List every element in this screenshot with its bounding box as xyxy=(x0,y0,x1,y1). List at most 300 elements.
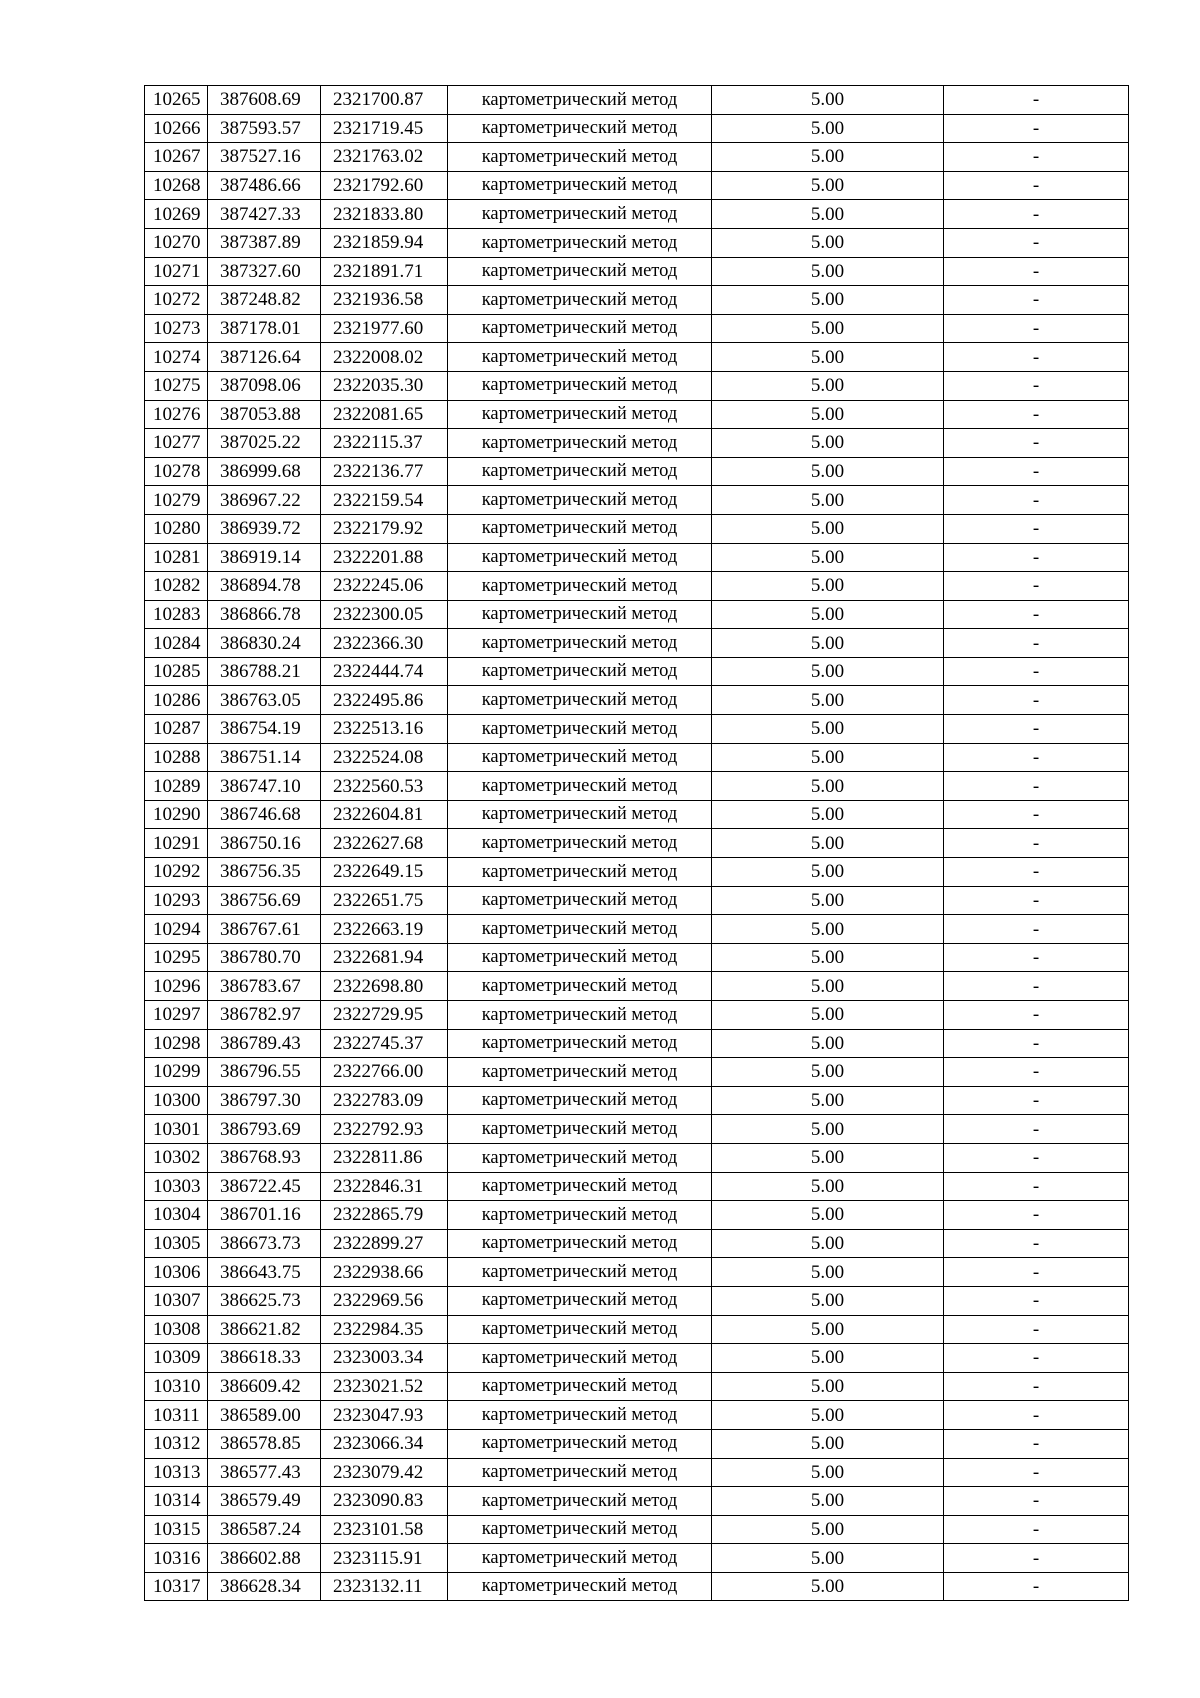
x-coordinate-cell: 386782.97 xyxy=(208,1001,321,1030)
table-row xyxy=(145,86,1129,115)
x-coordinate-cell: 387053.88 xyxy=(208,400,321,429)
method-cell: картометрический метод xyxy=(448,1315,712,1344)
description-cell: - xyxy=(944,114,1129,143)
point-number-cell: 10306 xyxy=(145,1258,208,1287)
table-row xyxy=(145,1487,1129,1516)
y-coordinate-cell: 2322846.31 xyxy=(321,1172,448,1201)
method-cell: картометрический метод xyxy=(448,657,712,686)
point-number-cell: 10272 xyxy=(145,286,208,315)
table-row xyxy=(145,1515,1129,1544)
x-coordinate-cell: 386780.70 xyxy=(208,943,321,972)
accuracy-cell: 5.00 xyxy=(712,429,944,458)
method-cell: картометрический метод xyxy=(448,314,712,343)
table-row xyxy=(145,514,1129,543)
point-number-cell: 10285 xyxy=(145,657,208,686)
method-cell: картометрический метод xyxy=(448,572,712,601)
accuracy-cell: 5.00 xyxy=(712,257,944,286)
description-cell: - xyxy=(944,686,1129,715)
point-number-cell: 10287 xyxy=(145,715,208,744)
point-number-cell: 10275 xyxy=(145,371,208,400)
table-row xyxy=(145,1229,1129,1258)
x-coordinate-cell: 387248.82 xyxy=(208,286,321,315)
y-coordinate-cell: 2322179.92 xyxy=(321,514,448,543)
description-cell: - xyxy=(944,543,1129,572)
point-number-cell: 10296 xyxy=(145,972,208,1001)
method-cell: картометрический метод xyxy=(448,486,712,515)
point-number-cell: 10270 xyxy=(145,228,208,257)
accuracy-cell: 5.00 xyxy=(712,1172,944,1201)
point-number-cell: 10283 xyxy=(145,600,208,629)
table-row xyxy=(145,1115,1129,1144)
description-cell: - xyxy=(944,629,1129,658)
y-coordinate-cell: 2322681.94 xyxy=(321,943,448,972)
point-number-cell: 10295 xyxy=(145,943,208,972)
point-number-cell: 10302 xyxy=(145,1143,208,1172)
method-cell: картометрический метод xyxy=(448,543,712,572)
table-row xyxy=(145,886,1129,915)
method-cell: картометрический метод xyxy=(448,1286,712,1315)
description-cell: - xyxy=(944,858,1129,887)
table-row xyxy=(145,228,1129,257)
method-cell: картометрический метод xyxy=(448,143,712,172)
x-coordinate-cell: 386894.78 xyxy=(208,572,321,601)
y-coordinate-cell: 2322115.37 xyxy=(321,429,448,458)
point-number-cell: 10288 xyxy=(145,743,208,772)
description-cell: - xyxy=(944,886,1129,915)
accuracy-cell: 5.00 xyxy=(712,400,944,429)
method-cell: картометрический метод xyxy=(448,715,712,744)
y-coordinate-cell: 2322729.95 xyxy=(321,1001,448,1030)
x-coordinate-cell: 387025.22 xyxy=(208,429,321,458)
table-row xyxy=(145,629,1129,658)
table-row xyxy=(145,1544,1129,1573)
y-coordinate-cell: 2322627.68 xyxy=(321,829,448,858)
method-cell: картометрический метод xyxy=(448,1372,712,1401)
table-row xyxy=(145,772,1129,801)
description-cell: - xyxy=(944,429,1129,458)
description-cell: - xyxy=(944,1229,1129,1258)
table-row xyxy=(145,1429,1129,1458)
table-row xyxy=(145,1029,1129,1058)
description-cell: - xyxy=(944,171,1129,200)
method-cell: картометрический метод xyxy=(448,1029,712,1058)
accuracy-cell: 5.00 xyxy=(712,371,944,400)
method-cell: картометрический метод xyxy=(448,800,712,829)
description-cell: - xyxy=(944,1258,1129,1287)
accuracy-cell: 5.00 xyxy=(712,1029,944,1058)
description-cell: - xyxy=(944,400,1129,429)
point-number-cell: 10289 xyxy=(145,772,208,801)
table-row xyxy=(145,143,1129,172)
point-number-cell: 10309 xyxy=(145,1344,208,1373)
point-number-cell: 10282 xyxy=(145,572,208,601)
description-cell: - xyxy=(944,657,1129,686)
table-row xyxy=(145,1572,1129,1601)
y-coordinate-cell: 2322745.37 xyxy=(321,1029,448,1058)
y-coordinate-cell: 2322792.93 xyxy=(321,1115,448,1144)
point-number-cell: 10271 xyxy=(145,257,208,286)
accuracy-cell: 5.00 xyxy=(712,772,944,801)
method-cell: картометрический метод xyxy=(448,400,712,429)
table-row xyxy=(145,1315,1129,1344)
description-cell: - xyxy=(944,915,1129,944)
accuracy-cell: 5.00 xyxy=(712,1344,944,1373)
accuracy-cell: 5.00 xyxy=(712,572,944,601)
method-cell: картометрический метод xyxy=(448,1001,712,1030)
x-coordinate-cell: 386618.33 xyxy=(208,1344,321,1373)
y-coordinate-cell: 2323047.93 xyxy=(321,1401,448,1430)
table-row xyxy=(145,943,1129,972)
point-number-cell: 10274 xyxy=(145,343,208,372)
description-cell: - xyxy=(944,486,1129,515)
x-coordinate-cell: 387098.06 xyxy=(208,371,321,400)
point-number-cell: 10269 xyxy=(145,200,208,229)
description-cell: - xyxy=(944,1572,1129,1601)
y-coordinate-cell: 2322136.77 xyxy=(321,457,448,486)
y-coordinate-cell: 2322649.15 xyxy=(321,858,448,887)
y-coordinate-cell: 2322984.35 xyxy=(321,1315,448,1344)
point-number-cell: 10311 xyxy=(145,1401,208,1430)
point-number-cell: 10284 xyxy=(145,629,208,658)
y-coordinate-cell: 2322201.88 xyxy=(321,543,448,572)
accuracy-cell: 5.00 xyxy=(712,1429,944,1458)
method-cell: картометрический метод xyxy=(448,972,712,1001)
accuracy-cell: 5.00 xyxy=(712,1143,944,1172)
method-cell: картометрический метод xyxy=(448,915,712,944)
y-coordinate-cell: 2321936.58 xyxy=(321,286,448,315)
x-coordinate-cell: 386767.61 xyxy=(208,915,321,944)
x-coordinate-cell: 386602.88 xyxy=(208,1544,321,1573)
accuracy-cell: 5.00 xyxy=(712,1572,944,1601)
point-number-cell: 10307 xyxy=(145,1286,208,1315)
table-row xyxy=(145,829,1129,858)
description-cell: - xyxy=(944,972,1129,1001)
x-coordinate-cell: 386578.85 xyxy=(208,1429,321,1458)
description-cell: - xyxy=(944,772,1129,801)
description-cell: - xyxy=(944,1201,1129,1230)
y-coordinate-cell: 2322698.80 xyxy=(321,972,448,1001)
y-coordinate-cell: 2321719.45 xyxy=(321,114,448,143)
method-cell: картометрический метод xyxy=(448,858,712,887)
point-number-cell: 10278 xyxy=(145,457,208,486)
point-number-cell: 10265 xyxy=(145,86,208,115)
accuracy-cell: 5.00 xyxy=(712,1258,944,1287)
x-coordinate-cell: 386609.42 xyxy=(208,1372,321,1401)
method-cell: картометрический метод xyxy=(448,200,712,229)
method-cell: картометрический метод xyxy=(448,1258,712,1287)
accuracy-cell: 5.00 xyxy=(712,457,944,486)
point-number-cell: 10308 xyxy=(145,1315,208,1344)
point-number-cell: 10293 xyxy=(145,886,208,915)
description-cell: - xyxy=(944,257,1129,286)
point-number-cell: 10279 xyxy=(145,486,208,515)
accuracy-cell: 5.00 xyxy=(712,1286,944,1315)
method-cell: картометрический метод xyxy=(448,1201,712,1230)
x-coordinate-cell: 386763.05 xyxy=(208,686,321,715)
x-coordinate-cell: 386830.24 xyxy=(208,629,321,658)
description-cell: - xyxy=(944,600,1129,629)
accuracy-cell: 5.00 xyxy=(712,1487,944,1516)
x-coordinate-cell: 386750.16 xyxy=(208,829,321,858)
point-number-cell: 10277 xyxy=(145,429,208,458)
accuracy-cell: 5.00 xyxy=(712,228,944,257)
accuracy-cell: 5.00 xyxy=(712,1201,944,1230)
description-cell: - xyxy=(944,143,1129,172)
y-coordinate-cell: 2322899.27 xyxy=(321,1229,448,1258)
method-cell: картометрический метод xyxy=(448,343,712,372)
y-coordinate-cell: 2322651.75 xyxy=(321,886,448,915)
x-coordinate-cell: 386756.69 xyxy=(208,886,321,915)
y-coordinate-cell: 2321700.87 xyxy=(321,86,448,115)
method-cell: картометрический метод xyxy=(448,514,712,543)
x-coordinate-cell: 386866.78 xyxy=(208,600,321,629)
method-cell: картометрический метод xyxy=(448,257,712,286)
x-coordinate-cell: 387593.57 xyxy=(208,114,321,143)
table-row xyxy=(145,1001,1129,1030)
description-cell: - xyxy=(944,715,1129,744)
method-cell: картометрический метод xyxy=(448,429,712,458)
y-coordinate-cell: 2322245.06 xyxy=(321,572,448,601)
accuracy-cell: 5.00 xyxy=(712,915,944,944)
y-coordinate-cell: 2322513.16 xyxy=(321,715,448,744)
y-coordinate-cell: 2322008.02 xyxy=(321,343,448,372)
table-row xyxy=(145,400,1129,429)
table-row xyxy=(145,1458,1129,1487)
point-number-cell: 10294 xyxy=(145,915,208,944)
y-coordinate-cell: 2323079.42 xyxy=(321,1458,448,1487)
accuracy-cell: 5.00 xyxy=(712,286,944,315)
accuracy-cell: 5.00 xyxy=(712,1229,944,1258)
description-cell: - xyxy=(944,743,1129,772)
description-cell: - xyxy=(944,1086,1129,1115)
table-row xyxy=(145,572,1129,601)
point-number-cell: 10292 xyxy=(145,858,208,887)
x-coordinate-cell: 386793.69 xyxy=(208,1115,321,1144)
coordinates-table xyxy=(144,85,1129,1601)
accuracy-cell: 5.00 xyxy=(712,343,944,372)
table-row xyxy=(145,1058,1129,1087)
description-cell: - xyxy=(944,228,1129,257)
y-coordinate-cell: 2322663.19 xyxy=(321,915,448,944)
point-number-cell: 10268 xyxy=(145,171,208,200)
description-cell: - xyxy=(944,1029,1129,1058)
x-coordinate-cell: 386751.14 xyxy=(208,743,321,772)
accuracy-cell: 5.00 xyxy=(712,1401,944,1430)
table-row xyxy=(145,314,1129,343)
point-number-cell: 10291 xyxy=(145,829,208,858)
point-number-cell: 10303 xyxy=(145,1172,208,1201)
x-coordinate-cell: 387486.66 xyxy=(208,171,321,200)
description-cell: - xyxy=(944,800,1129,829)
point-number-cell: 10299 xyxy=(145,1058,208,1087)
method-cell: картометрический метод xyxy=(448,1229,712,1258)
y-coordinate-cell: 2322938.66 xyxy=(321,1258,448,1287)
accuracy-cell: 5.00 xyxy=(712,686,944,715)
table-row xyxy=(145,257,1129,286)
y-coordinate-cell: 2322969.56 xyxy=(321,1286,448,1315)
y-coordinate-cell: 2321792.60 xyxy=(321,171,448,200)
x-coordinate-cell: 386643.75 xyxy=(208,1258,321,1287)
table-row xyxy=(145,1201,1129,1230)
y-coordinate-cell: 2323003.34 xyxy=(321,1344,448,1373)
table-row xyxy=(145,686,1129,715)
y-coordinate-cell: 2322783.09 xyxy=(321,1086,448,1115)
point-number-cell: 10290 xyxy=(145,800,208,829)
method-cell: картометрический метод xyxy=(448,1487,712,1516)
x-coordinate-cell: 386788.21 xyxy=(208,657,321,686)
description-cell: - xyxy=(944,1115,1129,1144)
y-coordinate-cell: 2321977.60 xyxy=(321,314,448,343)
y-coordinate-cell: 2322766.00 xyxy=(321,1058,448,1087)
x-coordinate-cell: 386746.68 xyxy=(208,800,321,829)
point-number-cell: 10267 xyxy=(145,143,208,172)
y-coordinate-cell: 2321833.80 xyxy=(321,200,448,229)
method-cell: картометрический метод xyxy=(448,1115,712,1144)
x-coordinate-cell: 386625.73 xyxy=(208,1286,321,1315)
description-cell: - xyxy=(944,943,1129,972)
point-number-cell: 10273 xyxy=(145,314,208,343)
x-coordinate-cell: 386939.72 xyxy=(208,514,321,543)
method-cell: картометрический метод xyxy=(448,371,712,400)
x-coordinate-cell: 386621.82 xyxy=(208,1315,321,1344)
y-coordinate-cell: 2323066.34 xyxy=(321,1429,448,1458)
point-number-cell: 10286 xyxy=(145,686,208,715)
method-cell: картометрический метод xyxy=(448,86,712,115)
accuracy-cell: 5.00 xyxy=(712,143,944,172)
accuracy-cell: 5.00 xyxy=(712,600,944,629)
y-coordinate-cell: 2322811.86 xyxy=(321,1143,448,1172)
method-cell: картометрический метод xyxy=(448,1086,712,1115)
table-row xyxy=(145,1143,1129,1172)
table-row xyxy=(145,1344,1129,1373)
accuracy-cell: 5.00 xyxy=(712,171,944,200)
method-cell: картометрический метод xyxy=(448,1344,712,1373)
method-cell: картометрический метод xyxy=(448,1572,712,1601)
accuracy-cell: 5.00 xyxy=(712,715,944,744)
accuracy-cell: 5.00 xyxy=(712,657,944,686)
accuracy-cell: 5.00 xyxy=(712,114,944,143)
accuracy-cell: 5.00 xyxy=(712,1115,944,1144)
description-cell: - xyxy=(944,1487,1129,1516)
x-coordinate-cell: 386919.14 xyxy=(208,543,321,572)
table-row xyxy=(145,715,1129,744)
description-cell: - xyxy=(944,1058,1129,1087)
y-coordinate-cell: 2322300.05 xyxy=(321,600,448,629)
accuracy-cell: 5.00 xyxy=(712,543,944,572)
point-number-cell: 10304 xyxy=(145,1201,208,1230)
point-number-cell: 10297 xyxy=(145,1001,208,1030)
y-coordinate-cell: 2322081.65 xyxy=(321,400,448,429)
table-row xyxy=(145,286,1129,315)
description-cell: - xyxy=(944,1401,1129,1430)
point-number-cell: 10317 xyxy=(145,1572,208,1601)
table-row xyxy=(145,457,1129,486)
description-cell: - xyxy=(944,1172,1129,1201)
method-cell: картометрический метод xyxy=(448,114,712,143)
method-cell: картометрический метод xyxy=(448,1143,712,1172)
accuracy-cell: 5.00 xyxy=(712,1315,944,1344)
method-cell: картометрический метод xyxy=(448,829,712,858)
table-row xyxy=(145,1372,1129,1401)
y-coordinate-cell: 2321891.71 xyxy=(321,257,448,286)
x-coordinate-cell: 386587.24 xyxy=(208,1515,321,1544)
y-coordinate-cell: 2322159.54 xyxy=(321,486,448,515)
description-cell: - xyxy=(944,1458,1129,1487)
x-coordinate-cell: 386754.19 xyxy=(208,715,321,744)
x-coordinate-cell: 386673.73 xyxy=(208,1229,321,1258)
y-coordinate-cell: 2323021.52 xyxy=(321,1372,448,1401)
accuracy-cell: 5.00 xyxy=(712,200,944,229)
table-row xyxy=(145,972,1129,1001)
description-cell: - xyxy=(944,1429,1129,1458)
point-number-cell: 10316 xyxy=(145,1544,208,1573)
description-cell: - xyxy=(944,1515,1129,1544)
method-cell: картометрический метод xyxy=(448,1172,712,1201)
y-coordinate-cell: 2322865.79 xyxy=(321,1201,448,1230)
description-cell: - xyxy=(944,86,1129,115)
description-cell: - xyxy=(944,371,1129,400)
point-number-cell: 10315 xyxy=(145,1515,208,1544)
y-coordinate-cell: 2322035.30 xyxy=(321,371,448,400)
accuracy-cell: 5.00 xyxy=(712,1515,944,1544)
x-coordinate-cell: 387387.89 xyxy=(208,228,321,257)
y-coordinate-cell: 2322495.86 xyxy=(321,686,448,715)
accuracy-cell: 5.00 xyxy=(712,829,944,858)
accuracy-cell: 5.00 xyxy=(712,514,944,543)
accuracy-cell: 5.00 xyxy=(712,1372,944,1401)
table-row xyxy=(145,858,1129,887)
x-coordinate-cell: 386999.68 xyxy=(208,457,321,486)
table-row xyxy=(145,371,1129,400)
x-coordinate-cell: 386797.30 xyxy=(208,1086,321,1115)
y-coordinate-cell: 2321859.94 xyxy=(321,228,448,257)
description-cell: - xyxy=(944,1143,1129,1172)
accuracy-cell: 5.00 xyxy=(712,629,944,658)
x-coordinate-cell: 386722.45 xyxy=(208,1172,321,1201)
accuracy-cell: 5.00 xyxy=(712,86,944,115)
accuracy-cell: 5.00 xyxy=(712,1058,944,1087)
description-cell: - xyxy=(944,572,1129,601)
point-number-cell: 10280 xyxy=(145,514,208,543)
y-coordinate-cell: 2321763.02 xyxy=(321,143,448,172)
x-coordinate-cell: 387178.01 xyxy=(208,314,321,343)
x-coordinate-cell: 387608.69 xyxy=(208,86,321,115)
description-cell: - xyxy=(944,1001,1129,1030)
table-row xyxy=(145,486,1129,515)
table-row xyxy=(145,1286,1129,1315)
description-cell: - xyxy=(944,200,1129,229)
x-coordinate-cell: 386747.10 xyxy=(208,772,321,801)
accuracy-cell: 5.00 xyxy=(712,972,944,1001)
accuracy-cell: 5.00 xyxy=(712,886,944,915)
accuracy-cell: 5.00 xyxy=(712,1458,944,1487)
point-number-cell: 10266 xyxy=(145,114,208,143)
y-coordinate-cell: 2322560.53 xyxy=(321,772,448,801)
description-cell: - xyxy=(944,1544,1129,1573)
x-coordinate-cell: 386967.22 xyxy=(208,486,321,515)
description-cell: - xyxy=(944,457,1129,486)
method-cell: картометрический метод xyxy=(448,1401,712,1430)
table-row xyxy=(145,171,1129,200)
method-cell: картометрический метод xyxy=(448,1458,712,1487)
accuracy-cell: 5.00 xyxy=(712,486,944,515)
accuracy-cell: 5.00 xyxy=(712,1086,944,1115)
x-coordinate-cell: 386783.67 xyxy=(208,972,321,1001)
x-coordinate-cell: 386789.43 xyxy=(208,1029,321,1058)
table-row xyxy=(145,657,1129,686)
description-cell: - xyxy=(944,1315,1129,1344)
x-coordinate-cell: 386768.93 xyxy=(208,1143,321,1172)
